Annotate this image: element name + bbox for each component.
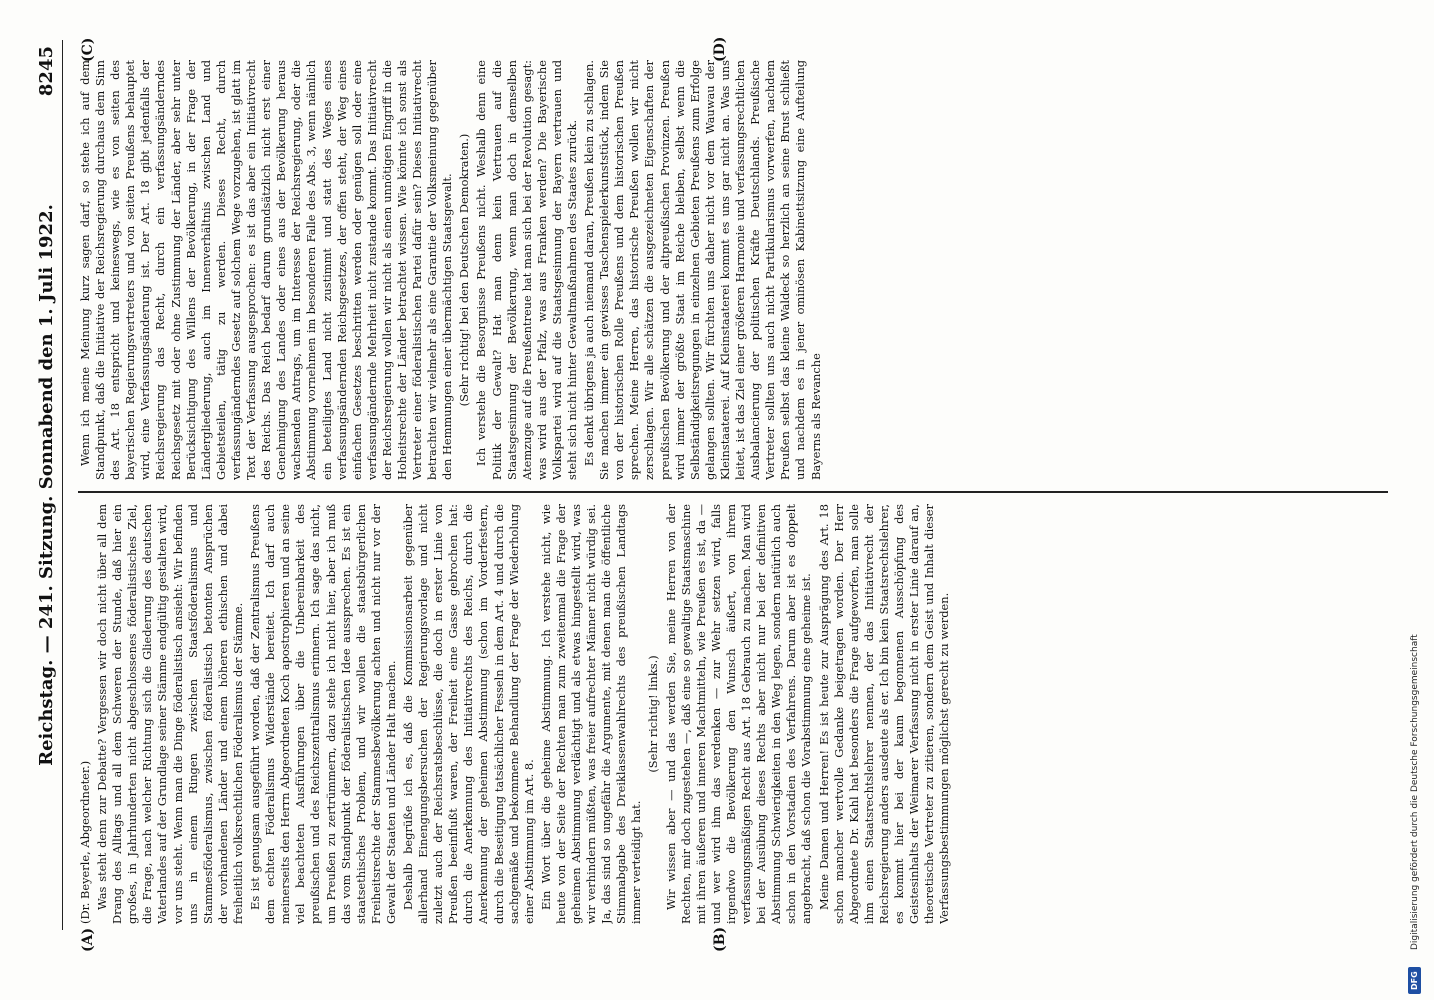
header-title: Reichstag. — 241. Sitzung. Sonnabend den 1. Juli 1922. (36, 204, 57, 766)
paragraph: Es denkt übrigens ja auch niemand daran, Preußen klein zu schlagen. Sie machen immer ein gewisses Taschenspielerkunststück, indem Sie von der historischen Rolle Preußens und dem historischen Preußen sprechen. Meine Herren, das historische Preußen wollen wir nicht zerschlagen. Wir alle schätzen die ausgezeichneten Eigenschaften der preußischen Bevölkerung und der altpreußischen Provinzen. Preußen wird immer der größte Staat im Reiche bleiben, selbst wenn die Selbständigkeitsregungen in einzelnen Gebieten Preußens zum Erfolge gelangen sollten. Wir fürchten uns daher nicht vor dem Wauwau der Kleinstaaterei. Auf Kleinstaaterei kommt es uns gar nicht an. Was uns leitet, ist das Ziel einer größeren Harmonie und verfassungsrechtlichen Ausbalancierung der politischen Kräfte Deutschlands. Preußische Vertreter sollten uns auch nicht Partikularismus vorwerfen, nachdem Preußen selbst das kleine Waldeck so herzlich an seine Brust schließt und nachdem es in jener ominösen Kabinettsitzung eine Aufteilung Bayerns als Revanche (582, 60, 823, 480)
margin-marker-a: (A) (80, 927, 96, 952)
paragraph: Deshalb begrüße ich es, daß die Kommissionsarbeit gegenüber allerhand Einengungsbersuchen der Regierungsvorlage und nicht zuletzt auch der Reichsratsbeschlüsse, die doch in erster Linie von Preußen beeinflußt waren, der Freiheit eine Gasse gebrochen hat: durch die Anerkennung des Initiativrechts des Reichs, durch die Anerkennung der geheimen Abstimmung (schon im Vorderfestern, durch die Beseitigung tatsächlicher Fesseln in dem Art. 4 und durch die sachgemäße und bekommene Behandlung der Frage der Wiederholung einer Abstimmung im Art. 8. (400, 504, 536, 924)
interjection: (Sehr richtig! bei den Deutschen Demokraten.) (457, 133, 472, 407)
left-text-column (78, 504, 1378, 924)
paragraph: Ein Wort über die geheime Abstimmung. Ich verstehe nicht, wie heute von der Seite der Rechten man zum zweitenmal die Frage der geheimen Abstimmung verdächtigt und als etwas hingestellt wird, was wir verhindern müßten, was freier aufrechter Männer nicht würdig sei. Ja, das sind so ungefähr die Argumente, mit denen man die öffentliche Stimmabgabe des Dreiklassenwahlrechts des preußischen Landtags immer verteidigt hat. (538, 504, 644, 924)
margin-marker-b: (B) (712, 926, 728, 952)
column-divider (78, 491, 1388, 493)
paragraph: Was steht denn zur Debatte? Vergessen wir doch nicht über all dem Drang des Alltags und all dem Schweren der Stunde, daß hier ein großes, in Jahrhunderten nicht abgeschlossenes föderalistisches Ziel, die Frage, nach welcher Richtung sich die Gliederung des deutschen Vaterlandes auf der Grundlage seiner Stämme endgültig gestalten wird, vor uns steht. Wenn man die Dinge föderalistisch ansieht: Wir befinden uns in einem Ringen zwischen Staatsföderalismus und Stammesföderalismus, zwischen föderalistisch betonten Ansprüchen der vorhandenen Länder und einem höheren ethischen und dabei freiheitlich volksrechtlichen Föderalismus der Stämme. (95, 504, 245, 924)
speaker-attribution: (Dr. Beyerle, Abgeordneter.) (78, 760, 92, 924)
page-header (36, 40, 63, 930)
paragraph: Wenn ich meine Meinung kurz sagen darf, so stehe ich auf dem Standpunkt, daß die Initiative der Reichsregierung durchaus dem Sinn des Art. 18 entspricht und keineswegs, wie es von seiten des bayerischen Regierungsvertreters und von seiten Preußens behauptet wird, eine Verfassungsänderung ist. Der Art. 18 gibt jedenfalls der Reichsregierung das Recht, durch ein verfassungsänderndes Reichsgesetz mit oder ohne Zustimmung der Länder, aber sehr unter Berücksichtigung des Willens der Bevölkerung, in der Frage der Ländergliederung, auch im Innenverhältnis zwischen Land und Gebietsteilen, tätig zu werden. Dieses Recht, durch verfassungänderndes Gesetz auf solchem Wege vorzugehen, ist glatt im Text der Verfassung ausgesprochen: es ist das aber ein Initiativrecht des Reichs. Das Reich bedarf darum grundsätzlich nicht erst einer Genehmigung des Landes oder eines aus der Bevölkerung heraus wachsenden Antrags, um im Interesse der Reichsregierung, oder die Abstimmung vornehmen im besonderen Falle des Abs. 3, wenn nämlich ein beteiligtes Land nicht zustimmt und statt des Weges eines verfassungsändernden Reichsgesetzes, der offen steht, der Weg eines einfachen Gesetzes beschritten werden oder genügen soll oder eine verfassungändernde Mehrheit nicht zustande kommt. Das Initiativrecht der Reichsregierung wollen wir nicht als einen unnötigen Eingriff in die Hoheitsrechte der Länder betrachtet wissen. Wie könnte ich sonst als Vertreter einer föderalistischen Partei dafür sein? Dieses Initiativrecht betrachten wir vielmehr als eine Garantie der Volksmeinung gegenüber den Hemmungen einer übermächtigen Staatsgewalt. (78, 60, 455, 480)
interjection: (Sehr richtig! links.) (646, 655, 661, 773)
paragraph: Ich verstehe die Besorgnisse Preußens nicht. Weshalb denn eine Politik der Gewalt? Hat man denn kein Vertrauen auf die Staatsgesinnung der Bevölkerung, wenn man doch in demselben Atemzuge auf die Preußentreue hat man sich bei der Revolution gesagt: was wird aus der Pfalz, was aus Franken werden? Die Bayerische Volkspartei wird auf die Staatsgesinnung der Bayern vertrauen und steht sich nicht hinter Gewaltmaßnahmen des Staates zurück. (474, 60, 579, 480)
page-number: 8245 (36, 46, 57, 97)
right-text-column (78, 60, 1378, 480)
dfg-logo: DFG (1408, 967, 1421, 994)
margin-marker-c: (C) (80, 37, 96, 62)
digitization-footer (1408, 0, 1426, 1000)
paragraph: Es ist genugsam ausgeführt worden, daß der Zentralismus Preußens dem echten Föderalismus Widerstände bereitet. Ich darf auch meinerseits den Herrn Abgeordneten Koch apostrophieren und an seine viel beachteten Ausführungen über die Unbereinbarkeit des preußischen und des Reichszentralismus erinnern. Ich sage das nicht, um Preußen zu zertrümmern, dazu stehe ich nicht hier, aber ich muß das vom Standpunkt der föderalistischen Idee aussprechen. Es ist ein staatsethisches Problem, und wir wollen die staatsbürgerlichen Freiheitsrechte der Stammesbevölkerung achten und nicht nur vor der Gewalt der Staaten und Länder Halt machen. (248, 504, 398, 924)
paragraph: Wir wissen aber — und das werden Sie, meine Herren von der Rechten, mir doch zugestehen —, daß eine so gewaltige Staatsmaschine mit ihren äußeren und inneren Machtmitteln, wie Preußen es ist, da — und wer wird ihm das verdenken — zur Wehr setzen wird, falls irgendwo die Bevölkerung den Wunsch äußert, von ihrem verfassungsmäßigen Recht aus Art. 18 Gebrauch zu machen. Man wird bei der Ausübung dieses Rechts aber nicht nur bei der definitiven Abstimmung Schwierigkeiten in den Weg legen, sondern natürlich auch schon in den Vorstadien des Verfahrens. Darum aber ist es doppelt angebracht, daß schon die Vorabstimmung eine geheime ist. (663, 504, 814, 924)
digitization-credit: Digitalisierung gefördert durch die Deutsche Forschungsgemeinschaft (1410, 634, 1420, 950)
margin-marker-d: (D) (712, 36, 728, 62)
paragraph: Meine Damen und Herren! Es ist heute zur Ausprägung des Art. 18 schon mancher wertvolle Gedanke beigetragen worden. Der Herr Abgeordnete Dr. Kahl hat besonders die Frage aufgeworfen, man solle ihm einen Staatsrechtslehrer nennen, der das Initiativrecht der Reichsregierung anders ausdeute als er. Ich bin kein Staatsrechtslehrer, es kommt hier bei der kaum begonnenen Ausschöpfung des Geistesinhalts der Weimarer Verfassung nicht in erster Linie darauf an, theoretische Vertreter zu zitieren, sondern dem Geist und Inhalt dieser Verfassungsbestimmungen möglichst gerecht zu werden. (816, 504, 952, 924)
